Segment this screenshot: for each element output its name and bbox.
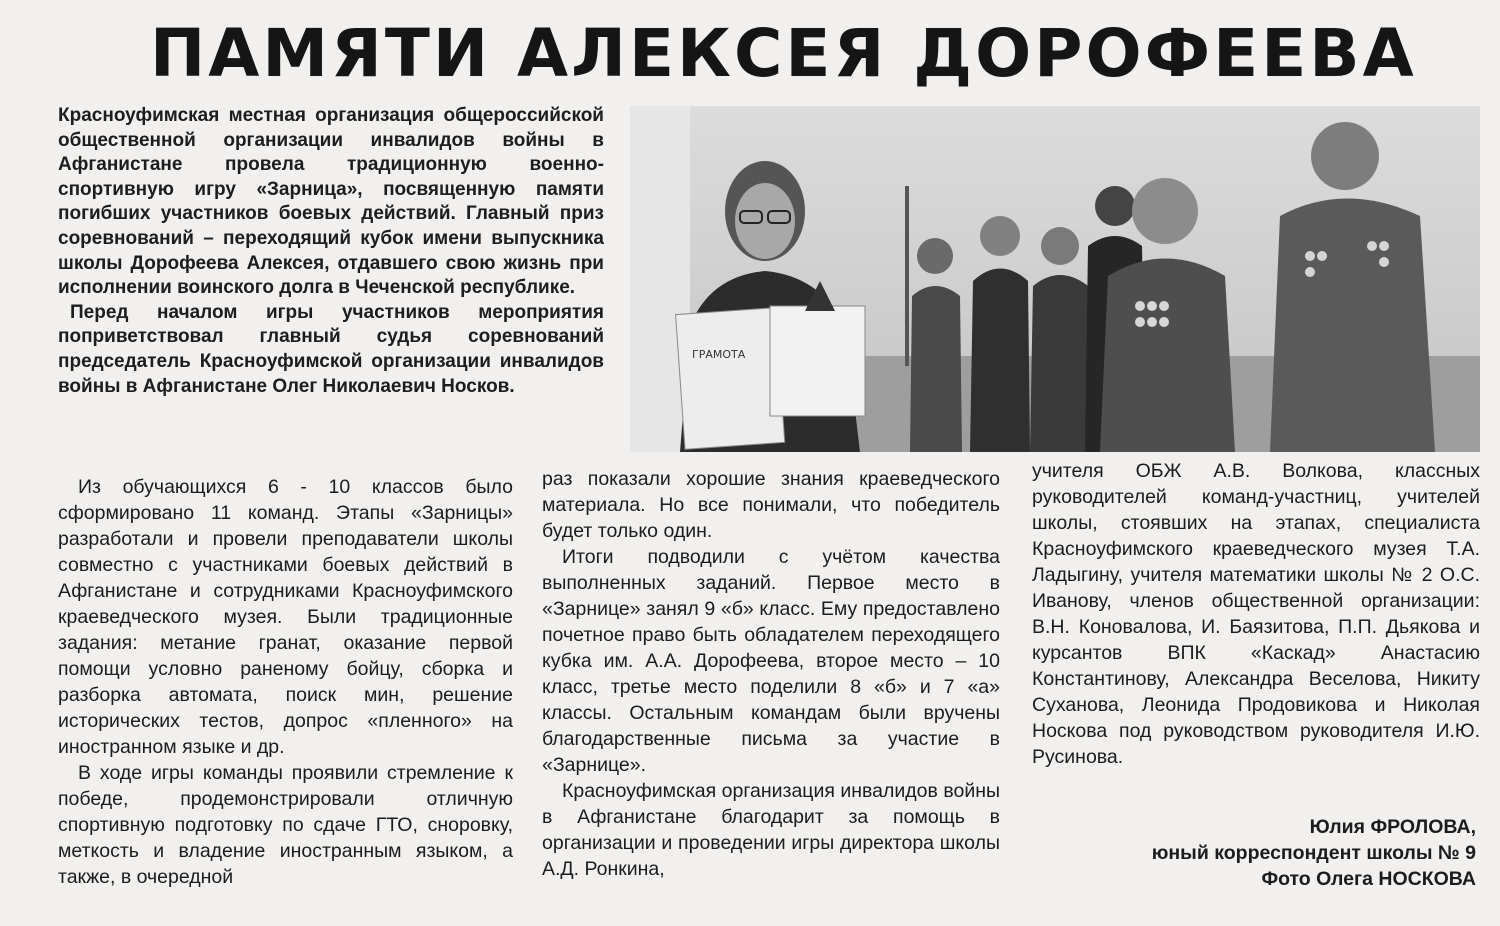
article-signature: [1152, 814, 1476, 892]
lead-paragraph: Красноуфимская местная организация общероссийской общественной организации инвалидов войны в Афганистане провела традиционную военно-спортивную игру «Зарница», посвященную памяти погибших участников боевых действий. Главный приз соревнований – переходящий кубок имени выпускника школы Дорофеева Алексея, отдавшего свою жизнь при исполнении воинского долга в Чеченской республике.: [58, 105, 604, 299]
photo-credit: Фото Олега НОСКОВА: [1261, 868, 1476, 890]
article-title: ПАМЯТИ АЛЕКСЕЯ ДОРОФЕЕВА: [150, 15, 1417, 92]
photo-caption-text: ГРАМОТА: [692, 348, 746, 361]
author-name: Юлия ФРОЛОВА,: [1309, 816, 1476, 838]
article-photo: [630, 106, 1480, 452]
article-column-1: [58, 474, 513, 890]
author-role: юный корреспондент школы № 9: [1151, 842, 1476, 864]
body-paragraph: Из обучающихся 6 - 10 классов было сформировано 11 команд. Этапы «Зарницы» разработали и провели преподаватели школы совместно с участниками боевых действий в Афганистане и сотрудниками Красноуфимского краеведческого музея. Были традиционные задания: метание гранат, оказание первой помощи условно раненому бойцу, сборка и разборка автомата, поиск мин, решение исторических тестов, допрос «пленного» на иностранном языке и др.: [58, 476, 513, 758]
article-column-2: [542, 466, 1000, 882]
body-paragraph: учителя ОБЖ А.В. Волкова, классных руководителей команд-участниц, учителей школы, стоявших на этапах, специалиста Красноуфимского краеведческого музея Т.А. Ладыгину, учителя математики школы № 2 О.С. Иванову, членов общественной организации: В.Н. Коновалова, И. Баязитова, П.П. Дьякова и курсантов ВПК «Каскад» Анастасию Константинову, Александра Веселова, Никиту Суханова, Леонида Продовикова и Николая Носкова под руководством руководителя И.Ю. Русинова.: [1032, 460, 1480, 768]
photo-illustration: [630, 106, 1480, 452]
body-paragraph: Красноуфимская организация инвалидов войны в Афганистане благодарит за помощь в организации и проведении игры директора школы А.Д. Ронкина,: [542, 780, 1000, 880]
body-paragraph: Итоги подводили с учётом качества выполненных заданий. Первое место в «Зарнице» занял 9 «б» класс. Ему предоставлено почетное право быть обладателем переходящего кубка им. А.А. Дорофеева, второе место – 10 класс, третье место поделили 8 «б» и 7 «а» классы. Остальным командам были вручены благодарственные письма за участие в «Зарнице».: [542, 546, 1000, 776]
article-column-3: [1032, 458, 1480, 770]
body-paragraph: раз показали хорошие знания краеведческого материала. Но все понимали, что победитель будет только один.: [542, 468, 1000, 542]
article-lead: [58, 104, 604, 399]
body-paragraph: В ходе игры команды проявили стремление к победе, продемонстрировали отличную спортивную подготовку по сдаче ГТО, сноровку, меткость и владение иностранным языком, а также, в очередной: [58, 762, 513, 888]
lead-paragraph: Перед началом игры участников мероприятия поприветствовал главный судья соревнований председатель Красноуфимской организации инвалидов войны в Афганистане Олег Николаевич Носков.: [58, 301, 604, 397]
